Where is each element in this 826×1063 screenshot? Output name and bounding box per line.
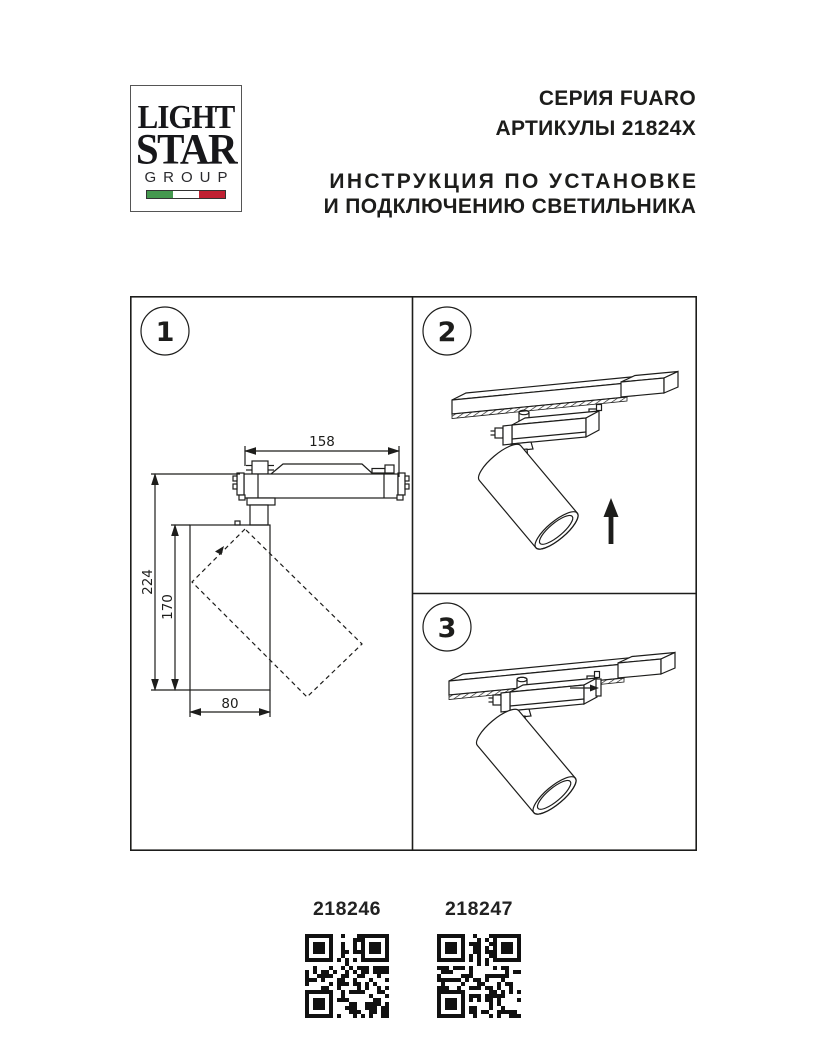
instruction-line-1: ИНСТРУКЦИЯ ПО УСТАНОВКЕ — [329, 170, 699, 193]
lightstar-logo — [130, 85, 242, 212]
track-rail-drawing — [452, 372, 678, 419]
product-column-1 — [305, 898, 389, 1018]
dim-body-width: 80 — [221, 696, 239, 712]
instruction-title — [323, 169, 699, 219]
logo-word-star: STAR — [135, 124, 237, 174]
dimension-drawing — [140, 434, 409, 717]
header-block — [323, 84, 699, 219]
step-1-panel — [140, 307, 409, 717]
qr-code — [305, 934, 389, 1018]
step-2-number: 2 — [437, 317, 457, 348]
article-number: 218246 — [312, 898, 382, 920]
up-arrow-icon — [604, 498, 619, 544]
dim-adapter-length: 158 — [309, 434, 335, 450]
spotlight-detached-drawing — [474, 405, 602, 555]
step-3-badge — [423, 603, 471, 651]
qr-code — [437, 934, 521, 1018]
step-2-panel — [423, 307, 678, 555]
dim-body-height: 170 — [160, 594, 176, 620]
step-3-panel — [423, 603, 675, 820]
logo-word-light: LIGHT — [137, 97, 235, 136]
product-column-2 — [437, 898, 521, 1018]
step-1-badge — [141, 307, 189, 355]
installation-diagram — [130, 296, 697, 851]
series-title: СЕРИЯ FUARO — [538, 87, 696, 110]
logo-word-group: GROUP — [144, 169, 235, 186]
step-3-number: 3 — [437, 613, 457, 644]
instruction-line-2: И ПОДКЛЮЧЕНИЮ СВЕТИЛЬНИКА — [323, 195, 697, 218]
article-number: 218247 — [444, 898, 514, 920]
rotated-lamp-outline — [192, 529, 362, 697]
articles-title: АРТИКУЛЫ 21824X — [495, 117, 696, 140]
step-2-badge — [423, 307, 471, 355]
step-1-number: 1 — [155, 317, 175, 348]
italian-flag-icon — [146, 190, 226, 199]
dim-total-height: 224 — [140, 569, 156, 595]
